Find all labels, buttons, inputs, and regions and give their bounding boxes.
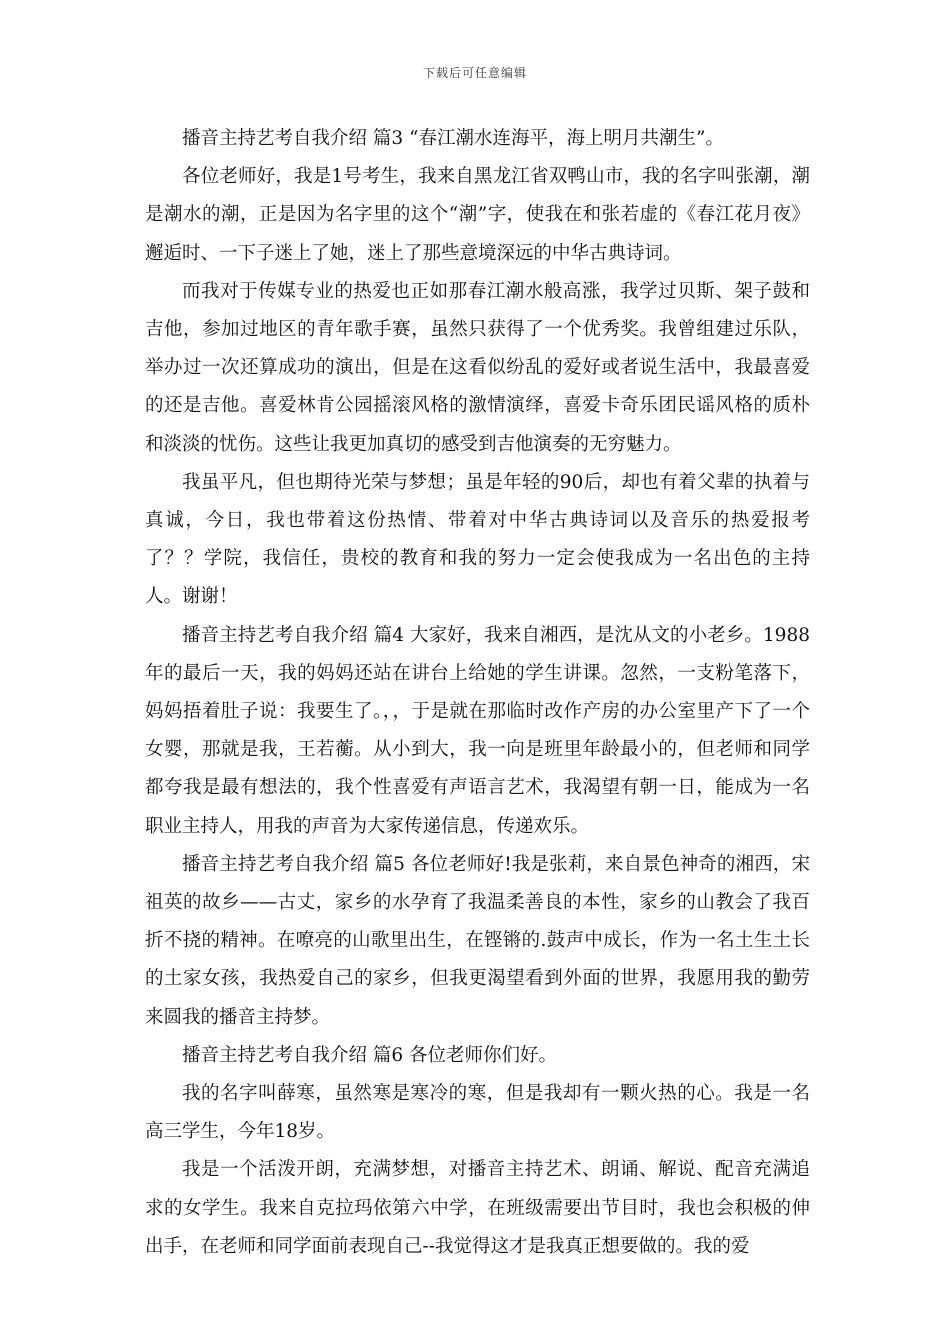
paragraph-7: 播音主持艺考自我介绍 篇6 各位老师你们好。 [182,1044,558,1066]
paragraph-4: 我虽平凡，但也期待光荣与梦想；虽是年轻的90后，却也有着父辈的执着与真诚，今日，我也带着这份热情、带着对中华古典诗词以及音乐的热爱报考了？？学院，我信任，贵校的教育和我的努力一定会使我成为一名出色的主持人。谢谢！ [145,471,810,608]
paragraph-6: 播音主持艺考自我介绍 篇5 各位老师好!我是张莉，来自景色神奇的湘西，宋祖英的故乡——古丈，家乡的水孕育了我温柔善良的本性，家乡的山教会了我百折不挠的精神。在嘹亮的山歌里出生，在铿锵的.鼓声中成长，作为一名土生土长的土家女孩，我热爱自己的家乡，但我更渴望看到外面的世界，我愿用我的勤劳来圆我的播音主持梦。 [145,853,810,1028]
paragraph-8: 我的名字叫薛寒，虽然寒是寒冷的寒，但是我却有一颗火热的心。我是一名高三学生，今年18岁。 [145,1083,810,1143]
paragraph-1: 播音主持艺考自我介绍 篇3 “春江潮水连海平，海上明月共潮生”。 [182,128,724,149]
page-header: 下载后可任意编辑 [422,66,527,80]
document-body [145,120,810,1266]
paragraph-3: 而我对于传媒专业的热爱也正如那春江潮水般高涨，我学过贝斯、架子鼓和吉他，参加过地区的青年歌手赛，虽然只获得了一个优秀奖。我曾组建过乐队，举办过一次还算成功的演出，但是在这看似纷乱的爱好或者说生活中，我最喜爱的还是吉他。喜爱林肯公园摇滚风格的激情演绎，喜爱卡奇乐团民谣风格的质朴和淡淡的忧伤。这些让我更加真切的感受到吉他演奏的无穷魅力。 [145,280,810,455]
paragraph-5: 播音主持艺考自我介绍 篇4 大家好，我来自湘西，是沈从文的小老乡。1988年的最后一天，我的妈妈还站在讲台上给她的学生讲课。忽然，一支粉笔落下，妈妈捂着肚子说：我要生了。，，于是就在那临时改作产房的办公室里产下了一个女婴，那就是我，王若蘅。从小到大，我一向是班里年龄最小的，但老师和同学都夸我是最有想法的，我个性喜爱有声语言艺术，我渴望有朝一日，能成为一名职业主持人，用我的声音为大家传递信息，传递欢乐。 [145,624,810,837]
paragraph-9: 我是一个活泼开朗，充满梦想，对播音主持艺术、朗诵、解说、配音充满追求的女学生。我来自克拉玛依第六中学，在班级需要出节目时，我也会积极的伸出手，在老师和同学面前表现自己--我觉得这才是我真正想要做的。我的爱 [145,1159,810,1257]
paragraph-2: 各位老师好，我是1号考生，我来自黑龙江省双鸭山市，我的名字叫张潮，潮是潮水的潮，正是因为名字里的这个“潮”字，使我在和张若虚的《春江花月夜》邂逅时、一下子迷上了她，迷上了那些意境深远的中华古典诗词。 [145,166,810,264]
